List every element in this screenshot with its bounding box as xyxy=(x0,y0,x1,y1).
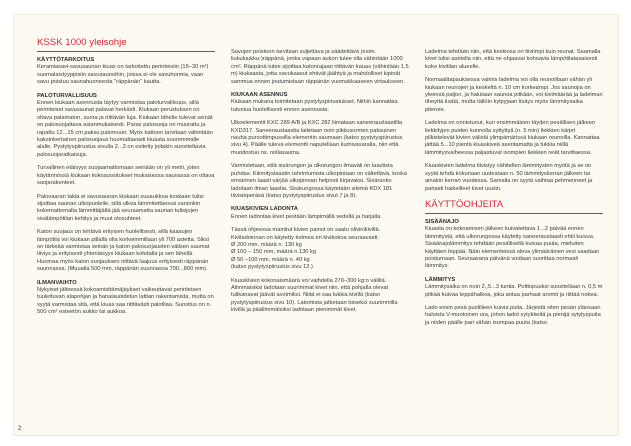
section-heading-installation: KIUKAAN ASENNUS xyxy=(231,92,288,99)
paragraph: Ulkoelementit KXC 289 A/B ja KXC 282 liimataan saneerauslaastilla KXD317. Saneerauslaastia laitetaan noin pikkusormen paksuinen nauha pursottimpussilla elementin saumaan (katso pystytyspiirustus sivu 4). Päälle tuleva elementti naputellaan kumivasaralla, niin että muodostuu ns. nollasauma. xyxy=(231,120,403,156)
section-title-instructions: KÄYTTÖOHJEITA xyxy=(425,199,603,214)
section-heading-heating: LÄMMITYS xyxy=(425,276,456,283)
paragraph: Ennen kiukaan asennusta täytyy varmistaa paloturvallisuus, sillä perinteiset savusaunat palavat herkästi. Kiukaan perustuksen on oltava palamaton, suora ja riittävän luja. Kiukaan lähelle tulevat seinät on palosuojattava asianmukaisesti. Paras palosuoja on muurattu ja rapattu 12...15 cm paksu palomuuri. Myös kattoon tarvitaan vähintään kaksinkertainen palosuojaus huomattavasti kiuasta suuremmalle alalle. Pystytyspiirustus sivulla 2...3 on esitetty joitakin suositeltavia palosuojaratkaisuja. xyxy=(37,100,213,158)
section-heading-purpose: KÄYTTÖTARKOITUS xyxy=(37,57,95,63)
column-2 xyxy=(231,49,409,321)
section-heading-break-in: SISÄÄNAJO xyxy=(425,218,459,225)
paragraph: Ladelma on onnistunut, kun ensimmäisen täyden pesällisen jälkeen liekkityjen puiden kunnolla syttyttyä (n. 5 min) liekkien kärjet pilkistelevät kivien välistä ylimpämärissä kiukaan reunoilla. Kannattaa jättää 5...10 pientä kiuaskiveä asentamatta ja tukkia niillä lämmitysvaiheessa paljastuvat isompien liekkien reiät tarvittaessa. xyxy=(425,120,600,156)
paragraph: Savujen poistoon tarvitaan suljettava ja säädettävä (esim. liukuluukku-)räppänä, jonka vapaan aukon tulee olla vähintään 1000 cm². Räppänä tulee sijoittaa katonrajaan riittävän kauas (vähintään 1,5 m) kiukaasta, jotta savukaasut ehtivät jäähtyä ja mahdolliset kipinät sammua ennen joutumistaan räppänän vuomakkaaseen virtaukseen. xyxy=(231,49,409,85)
list-item: Ø 200 mm, määrä n. 130 kg xyxy=(231,241,302,248)
list-item: Ø 50 –100 mm, määrä n. 40 kg xyxy=(231,256,310,263)
paragraph: Palovaaran takia ei savusaunan kiukaan suuaukkoa koskaan tulisi sijoittaa saunan ulkopuolelle, sillä ulkoa lämmitettäessä varsinkin kokemattomalta lämmittäjältä jää seuraamatta saunan tulisijojen sisälämpötilan kehitys ja muut olosuhteet. xyxy=(37,193,204,222)
paragraph: Ennen ladontaa kivet pestään lämpimällä vedellä ja harjalla. xyxy=(231,213,382,220)
paragraph: Turvallinen etäisyys suojaamattomaan seinään on yli metri, joten käytännössä kiukaan kokosuositukset mukaisessa saunassa on oltava suojarakenteet. xyxy=(37,165,215,187)
paragraph: Kiuasta on kokoamisen jälkeen kuivatettava 1...2 päivää ennen lämmitystä, että ulkorungossa käytetty saneerauslaasti ehtii kuivua. Sisäänajolämmitys tehdään pesällisellä kuivaa puuta, mieluiten käyttäen leppää. Näin elementeissä oleva ylimääräinen vesi saadaan poistumaan. Seuraavana päivänä voidaan suorittaa normaali lämmitys. xyxy=(425,226,600,270)
section-heading-stone-stacking: KIUASKIVIEN LADONTA xyxy=(231,206,298,213)
paragraph: Katon suojaus on tehtävä erityisen huolellisesti, sillä kaasujen lämpötila voi kiukaan pillallä olla korkeimmillaan yli 700 astetta. Siksi on tärkeää varmistaa seinän ja katon palosuojausten välisen saumat tiiviys ja erityisesti yhtenäisyys kiukaan kohdalla ja sen lähellä. Huomaa myös katon suojauksen riittävä laajuus erityisesti räppänän suunnassa. (Muualla 500 mm, räppänän suunnassa 700...800 mm). xyxy=(37,229,210,273)
document-sheet xyxy=(14,15,618,435)
paragraph: Tässä ohjeessa mainitut kivien painot on saatu olivinikivillä. Kiviladoinnan on käytetty kolmea eri kivikokoa seuraavasti: xyxy=(231,227,381,241)
paragraph: Nykyiset jälteessä kokoamisttämäjäykset vaikeuttavat perinteisen tuulettuvan alapohjan ja hanalauoidetun lattian rakentamista, mutta on syytä varmistaa sitä, että kiuas saa riittävästi palotilaa. Suositus on n. 500 cm² esteetön aukko tai aukkoa. xyxy=(37,286,214,316)
section-heading-fire-safety: PALOTURVALLISUUS xyxy=(37,92,97,99)
paragraph: Kiuaskivien ladelma tiivistyy vähitellen lämmitysten myötä ja se on syytä tehdä kokonaan uudestaan n. 50 lämmityskerran jälkeen tai ainakin kerran vuodessa. Samalla on syytä vaihtaa pehmenneet ja pahasti haikeilleet kivet uusiin. xyxy=(425,163,593,192)
paragraph: Lämmitysaika on noin 2,,5...3 tuntia. Polttopuuksi suositellaan n. 0,5 m pitkää kuivaa leppähalkoa, joka antaa parhaat aromit ja riittää nokea. xyxy=(425,284,603,298)
stone-size-list xyxy=(231,242,409,272)
section-heading-ventilation: ILMANVAIHTO xyxy=(37,279,77,286)
column-3 xyxy=(425,49,603,333)
list-item: Ø 100 – 150 mm, määrä n.130 kg xyxy=(231,249,317,256)
paragraph: Kiukaan mukana toimitetaan pystytyspiirustukset. Niihin kannattaa tutustua huolellisesti ennen asennusta. xyxy=(231,99,398,113)
page-number: 2 xyxy=(18,426,22,432)
paragraph: Keramiasavi-savusaunan kiuas on tarkoitettu perinteisiin (15–30 m³) suomalaistyyppisiin savusaunoihin, joissa ei ole savuhormia, vaan savu poistuu saunahuoneesta "räppänän" kautta. xyxy=(37,64,209,86)
paragraph: Kiuaskivien kokonaismäärä voi vaihdella 270–300 kg:n välillä. Alimmaisiksi ladotaan suurimmat kivet niin, että pohjalla olevat tulikanavat jäävät avoimiksi. Niitä ei saa tukkia kivillä (katso pystytyspiirustus sivu 10). Latomista jatketaan toiseksi suurimmilla kivillä ja päällimmäisiksi ladotaan pienimmät kivet. xyxy=(231,277,398,314)
paragraph: Lado ensin pesä puolilleen kuivia puita. Järjestä siten pesän yläosaan haloista V-muotoinen ura, johon ladot sytykkeitä ja pienijä sytytyspuita ja niiden päälle pari vähän isompaa puuta (katso xyxy=(425,304,601,326)
paragraph: Varmistetaan, että sisärungon ja ulkorungon ilmaväli on laastista puhdas. Kiinnityslaastin tahrintumista ulkopintaan on vältettävä, koska erivärinen laasti värjää ulkopinnan helposti kirjavaksi. Sisärunko ladotaan ilman laastia. Sisärungossa käytetään silemä KDX 181 tiivisteperäsä (katso pystytyspiirustus sivut 7 ja 8). xyxy=(231,163,408,199)
doc-title: KSSK 1000 yleisohje xyxy=(37,37,215,52)
list-item: (katso pystytyspiirustus sivu 12.) xyxy=(231,264,313,271)
paragraph: Ladelma tehdään niin, että keskiosa on tiiviimpi kuin reunat. Saamalla kivet tulisi asetella niin, että ne ohjaavat kohoavia lämpötilatasaisesti koko kivitilan alueelle. xyxy=(425,49,601,70)
column-1 xyxy=(37,37,215,323)
paragraph: Normaalitapauksessa valmis ladelma voi olla reunoiltaan vähän yli kiukaan reunojen ja keskeltä n. 10 cm korkeampi. Jos saunojia on yleensä paljon, ja halutaan saunoa pitkään, voi kivimäärää ja ladelman tiheyttä lisätä, mutta tällöin kylpyjaan lisäys myös lämmitysaika pitenee. xyxy=(425,77,603,113)
